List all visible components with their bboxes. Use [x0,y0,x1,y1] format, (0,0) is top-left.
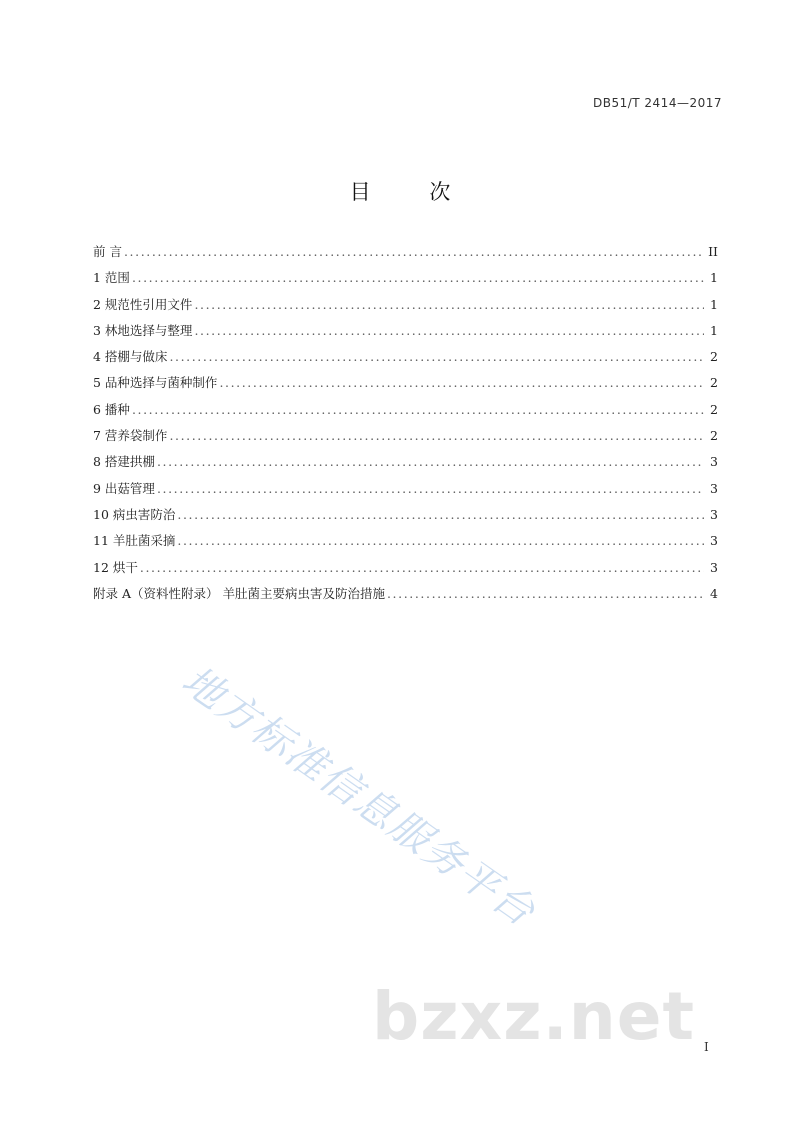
toc-leader-dots [194,318,704,344]
toc-entry-label: 1 范围 [93,270,130,286]
toc-entry-label: 2 规范性引用文件 [93,296,193,312]
toc-leader-dots [177,502,704,528]
toc-entry-9[interactable] [93,476,718,502]
toc-leader-dots [169,423,704,449]
toc-entry-label: 11 羊肚菌采摘 [93,533,176,549]
toc-entry-label: 附录 A（资料性附录） 羊肚菌主要病虫害及防治措施 [93,585,385,601]
toc-entry-label: 3 林地选择与整理 [93,322,193,338]
toc-entry-label: 12 烘干 [93,559,138,575]
toc-entry-label: 7 营养袋制作 [93,428,168,444]
toc-leader-dots [132,397,704,423]
toc-entry-appendix-a[interactable] [93,581,718,607]
platform-watermark: 地方标准信息服务平台 [173,657,544,936]
toc-leader-dots [194,292,704,318]
toc-entry-page: 1 [710,270,718,286]
toc-entry-page: 3 [710,480,718,496]
toc-leader-dots [169,344,704,370]
toc-entry-page: 1 [710,296,718,312]
toc-entry-label: 8 搭建拱棚 [93,454,155,470]
toc-entry-page: 3 [710,506,718,522]
toc-entry-11[interactable] [93,528,718,554]
toc-entry-4[interactable] [93,344,718,370]
toc-leader-dots [177,528,704,554]
toc-entry-page: 1 [710,322,718,338]
toc-leader-dots [157,449,704,475]
toc-leader-dots [140,555,704,581]
document-code: DB51/T 2414—2017 [592,96,722,110]
toc-entry-page: 2 [710,428,718,444]
toc-entry-6[interactable] [93,397,718,423]
toc-entry-1[interactable] [93,265,718,291]
toc-entry-label: 前 言 [93,244,122,259]
toc-leader-dots [132,265,704,291]
toc-entry-3[interactable] [93,318,718,344]
toc-leader-dots [219,370,704,396]
toc-entry-label: 10 病虫害防治 [93,506,176,522]
toc-entry-page: 3 [710,533,718,549]
site-watermark: bzxz.net [372,978,696,1055]
toc-entry-page: 4 [710,585,718,601]
toc-entry-8[interactable] [93,449,718,475]
toc-entry-foreword[interactable] [93,239,718,265]
toc-leader-dots [387,581,704,607]
toc-entry-label: 9 出菇管理 [93,480,155,496]
toc-entry-page: 3 [710,559,718,575]
toc-entry-12[interactable] [93,555,718,581]
toc-entry-7[interactable] [93,423,718,449]
table-of-contents [93,239,718,607]
page-number: I [704,1040,709,1054]
toc-entry-page: 2 [710,349,718,365]
toc-entry-page: 2 [710,375,718,391]
toc-entry-label: 5 品种选择与菌种制作 [93,375,218,391]
page-title: 目 次 [349,180,477,204]
toc-entry-10[interactable] [93,502,718,528]
toc-entry-2[interactable] [93,292,718,318]
toc-entry-label: 4 搭棚与做床 [93,349,168,365]
toc-entry-5[interactable] [93,370,718,396]
toc-entry-page: II [708,244,718,259]
toc-entry-page: 3 [710,454,718,470]
toc-entry-label: 6 播种 [93,401,130,417]
toc-leader-dots [157,476,704,502]
toc-entry-page: 2 [710,401,718,417]
toc-leader-dots [124,239,704,265]
